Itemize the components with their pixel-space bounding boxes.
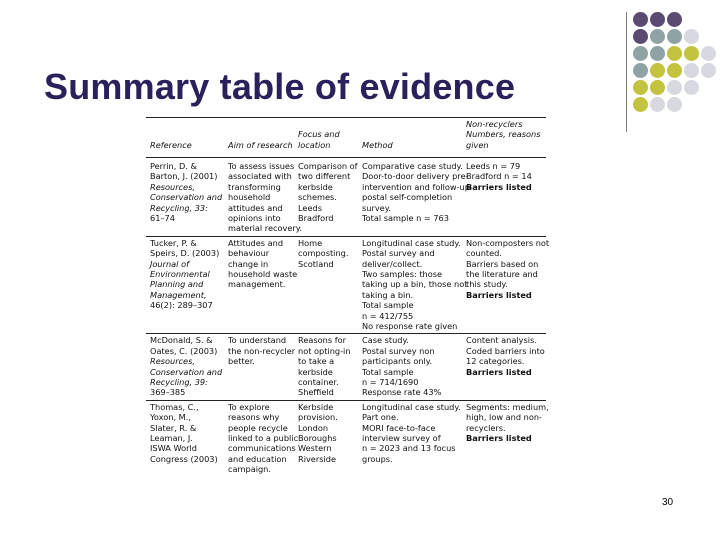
cell-aim: household: [228, 192, 271, 203]
cell-method: Comparative case study.: [362, 161, 463, 171]
cell-method: Postal survey and: [362, 248, 435, 259]
cell-nonrecyclers: Barriers based on: [466, 258, 539, 269]
decorative-dot: [701, 46, 716, 61]
cell-reference: ISWA World: [150, 443, 197, 454]
decorative-dot: [633, 46, 648, 61]
cell-aim: reasons why: [228, 412, 280, 423]
decorative-dot: [667, 12, 682, 27]
decorative-dot: [633, 80, 648, 95]
header-reference: Reference: [150, 139, 192, 150]
cell-focus: two different: [298, 171, 351, 182]
cell-method: Longitudinal case study.: [362, 237, 461, 248]
cell-focus: kerbside: [298, 181, 333, 192]
row-rule: [146, 400, 546, 401]
decorative-dot: [633, 63, 648, 78]
decorative-dot: [633, 29, 648, 44]
cell-focus: Riverside: [298, 453, 336, 464]
cell-aim: linked to a public: [228, 433, 299, 443]
decorative-dot: [667, 97, 682, 112]
cell-method: Total sample: [362, 300, 414, 311]
cell-reference: Resources,: [150, 356, 195, 367]
cell-aim: To explore: [228, 401, 270, 412]
slide-title: Summary table of evidence: [44, 66, 516, 107]
decorative-dot: [650, 97, 665, 112]
cell-method: postal self-completion: [362, 192, 453, 203]
cell-method: taking a bin.: [362, 289, 414, 300]
cell-reference: Planning and: [150, 279, 204, 290]
row-rule: [146, 333, 546, 334]
cell-aim: associated with: [228, 171, 292, 182]
cell-reference: Barton, J. (2001): [150, 171, 218, 182]
decorative-dot: [650, 63, 665, 78]
cell-method: Two samples: those: [362, 269, 443, 279]
cell-nonrecyclers: Leeds n = 79: [466, 161, 521, 171]
cell-nonrecyclers: 12 categories.: [466, 356, 525, 367]
cell-method: n = 714/1690: [362, 377, 419, 387]
cell-method: n = 2023 and 13 focus: [362, 443, 456, 454]
cell-nonrecyclers: recyclers.: [466, 422, 506, 433]
cell-method: Total sample: [362, 366, 414, 377]
cell-method: Longitudinal case study.: [362, 401, 461, 412]
header-nonrecyclers: Numbers, reasons: [466, 129, 541, 140]
cell-focus: to take a: [298, 356, 335, 367]
decorative-dot: [650, 12, 665, 27]
cell-aim: people recycle: [228, 422, 288, 433]
cell-focus: Leeds: [298, 202, 322, 213]
cell-nonrecyclers: Barriers listed: [466, 366, 532, 377]
cell-aim: Attitudes and: [228, 237, 284, 248]
cell-reference: Journal of: [150, 258, 189, 269]
cell-method: survey.: [362, 202, 391, 213]
header-method: Method: [362, 139, 393, 150]
cell-nonrecyclers: counted.: [466, 248, 502, 259]
cell-reference: Recycling, 33:: [150, 202, 208, 213]
evidence-table: [146, 117, 550, 527]
cell-reference: Perrin, D. &: [150, 161, 197, 171]
cell-focus: Western: [298, 443, 332, 454]
cell-aim: transforming: [228, 181, 281, 192]
decorative-dot: [684, 29, 699, 44]
cell-aim: To assess issues: [228, 161, 295, 171]
cell-reference: Yoxon, M.,: [150, 412, 191, 423]
page-number: 30: [662, 497, 674, 508]
cell-reference: Conservation and: [150, 366, 223, 377]
decorative-dot-grid: [633, 12, 720, 122]
cell-aim: material recovery.: [228, 223, 303, 234]
decorative-dot: [684, 80, 699, 95]
header-aim: Aim of research: [228, 139, 293, 150]
cell-focus: Bradford: [298, 213, 334, 223]
cell-method: taking up a bin, those not: [362, 279, 468, 290]
cell-reference: Resources,: [150, 181, 195, 192]
cell-aim: and education: [228, 453, 287, 464]
cell-focus: London: [298, 422, 329, 433]
cell-focus: Comparison of: [298, 161, 358, 171]
cell-aim: communications: [228, 443, 296, 454]
decorative-dot: [684, 63, 699, 78]
cell-nonrecyclers: Bradford n = 14: [466, 171, 532, 182]
header-focus: location: [298, 139, 331, 150]
cell-reference: Congress (2003): [150, 453, 218, 464]
cell-method: deliver/collect.: [362, 258, 423, 269]
cell-aim: change in: [228, 258, 269, 269]
cell-nonrecyclers: this study.: [466, 279, 508, 290]
cell-aim: campaign.: [228, 464, 271, 475]
header-nonrecyclers: Non-recyclers: [466, 119, 523, 129]
decorative-dot: [667, 63, 682, 78]
cell-focus: provision.: [298, 412, 338, 423]
cell-method: Total sample n = 763: [362, 213, 449, 223]
cell-nonrecyclers: Barriers listed: [466, 181, 532, 192]
cell-reference: McDonald, S. &: [150, 335, 213, 346]
decorative-dot: [667, 80, 682, 95]
decorative-dot: [667, 29, 682, 44]
cell-aim: opinions into: [228, 213, 281, 223]
cell-nonrecyclers: Content analysis.: [466, 335, 537, 346]
cell-reference: Conservation and: [150, 192, 223, 203]
cell-focus: Reasons for: [298, 335, 346, 346]
cell-nonrecyclers: Barriers listed: [466, 433, 532, 443]
cell-reference: 369–385: [150, 387, 186, 398]
cell-nonrecyclers: Segments: medium,: [466, 401, 549, 412]
decorative-dot: [650, 46, 665, 61]
cell-focus: Kerbside: [298, 401, 334, 412]
cell-method: Door-to-door delivery pre-: [362, 171, 469, 182]
cell-focus: container.: [298, 377, 339, 387]
header-rule: [146, 157, 546, 158]
cell-method: MORI face-to-face: [362, 422, 436, 433]
cell-method: No response rate given: [362, 321, 458, 331]
cell-reference: Environmental: [150, 269, 210, 279]
cell-aim: management.: [228, 279, 286, 290]
cell-nonrecyclers: Coded barriers into: [466, 345, 545, 356]
cell-method: interview survey of: [362, 433, 441, 443]
decorative-dot: [684, 46, 699, 61]
cell-focus: Home: [298, 237, 323, 248]
decorative-dot: [633, 97, 648, 112]
cell-reference: Management,: [150, 289, 207, 300]
cell-focus: Boroughs: [298, 433, 337, 443]
decorative-dot: [650, 80, 665, 95]
cell-focus: composting.: [298, 248, 349, 259]
cell-aim: household waste: [228, 269, 298, 279]
decorative-divider-line: [626, 12, 627, 132]
cell-aim: To understand: [228, 335, 287, 346]
cell-focus: not opting-in: [298, 345, 351, 356]
cell-aim: attitudes and: [228, 202, 283, 213]
cell-reference: Slater, R. &: [150, 422, 197, 433]
cell-nonrecyclers: the literature and: [466, 269, 538, 279]
cell-reference: 46(2): 289–307: [150, 300, 213, 311]
cell-focus: Scotland: [298, 258, 334, 269]
cell-reference: Speirs, D. (2003): [150, 248, 220, 259]
cell-method: intervention and follow-up: [362, 181, 470, 192]
cell-method: Case study.: [362, 335, 409, 346]
cell-reference: 61–74: [150, 213, 175, 223]
header-nonrecyclers: given: [466, 139, 489, 150]
cell-reference: Leaman, J.: [150, 433, 193, 443]
cell-focus: schemes.: [298, 192, 337, 203]
cell-reference: Oates, C. (2003): [150, 345, 218, 356]
cell-reference: Tucker, P. &: [150, 237, 197, 248]
cell-nonrecyclers: Non-composters not: [466, 237, 550, 248]
cell-focus: Sheffield: [298, 387, 334, 398]
row-rule: [146, 236, 546, 237]
header-focus: Focus and: [298, 129, 340, 140]
cell-aim: better.: [228, 356, 255, 367]
cell-method: groups.: [362, 453, 393, 464]
decorative-dot: [701, 63, 716, 78]
cell-reference: Recycling, 39:: [150, 377, 208, 387]
cell-nonrecyclers: Barriers listed: [466, 289, 532, 300]
decorative-dot: [633, 12, 648, 27]
decorative-dot: [650, 29, 665, 44]
cell-aim: the non-recycler: [228, 345, 296, 356]
cell-method: Part one.: [362, 412, 399, 423]
cell-aim: behaviour: [228, 248, 270, 259]
table-top-rule: [146, 117, 546, 118]
decorative-dot: [667, 46, 682, 61]
cell-method: participants only.: [362, 356, 433, 367]
cell-reference: Thomas, C.,: [150, 401, 199, 412]
cell-nonrecyclers: high, low and non-: [466, 412, 542, 423]
cell-focus: kerbside: [298, 366, 333, 377]
cell-method: Postal survey non: [362, 345, 435, 356]
cell-method: n = 412/755: [362, 310, 414, 321]
cell-method: Response rate 43%: [362, 387, 442, 398]
